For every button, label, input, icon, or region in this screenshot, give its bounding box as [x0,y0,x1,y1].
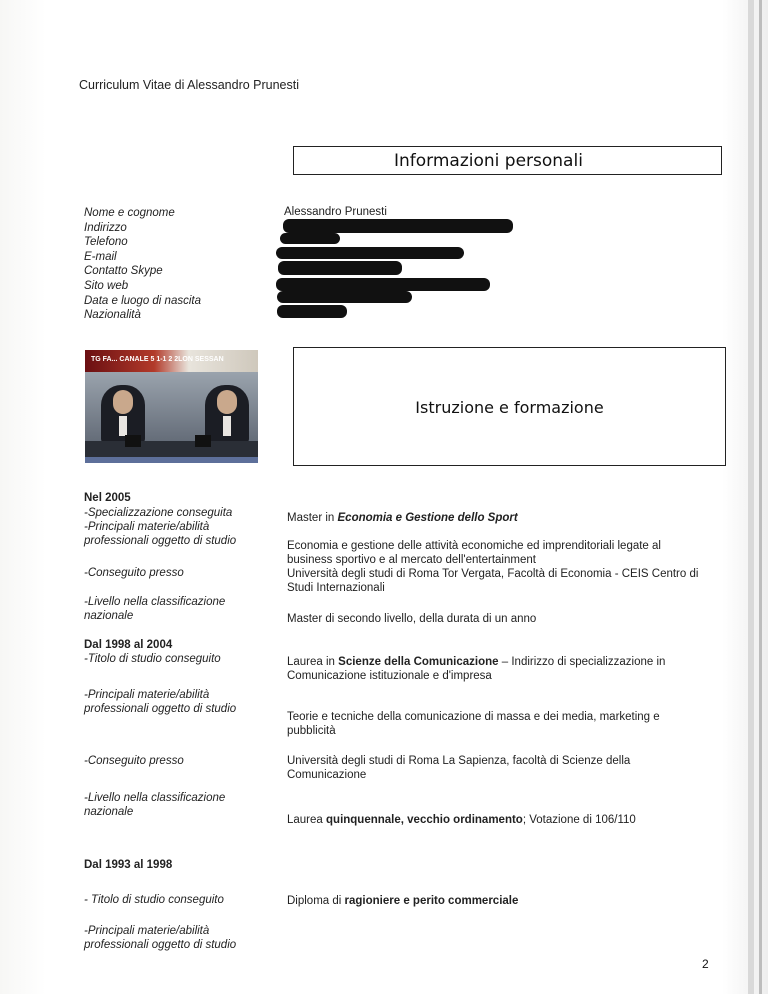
value-universita-1b: Studi Internazionali [287,582,385,594]
photo-banner-text: TG FA... CANALE 5 1-1 2 2LON SESSAN [91,356,224,363]
redaction-bar [276,278,490,291]
label-email: E-mail [84,250,117,263]
personal-info-heading: Informazioni personali [394,151,583,171]
paper-edge-shadow [759,0,762,994]
label-materie-1: -Principali materie/abilità [84,521,210,533]
label-livello-2b: nazionale [84,806,134,818]
label-skype: Contatto Skype [84,265,163,278]
personal-info-labels [84,206,201,323]
value-materie-1b: business sportivo e al mercato dell'entertainment [287,554,536,566]
photo-shirt-left [119,416,127,436]
label-name: Nome e cognome [84,207,175,219]
education-heading-box [293,347,726,466]
label-specializzazione: -Specializzazione conseguita [84,507,233,519]
education-heading: Istruzione e formazione [415,398,604,417]
photo-head-left [113,390,133,414]
document-header: Curriculum Vitae di Alessandro Prunesti [79,78,300,92]
redaction-bar [277,305,347,318]
label-website: Sito web [84,279,129,292]
label-address: Indirizzo [84,221,127,234]
value-master: Master in Economia e Gestione dello Sport [287,512,518,524]
value-livello-2: Laurea quinquennale, vecchio ordinamento; Votazione di 106/110 [287,814,636,826]
value-materie-2b: pubblicità [287,725,336,737]
label-titolo-2: -Titolo di studio conseguito [84,653,221,665]
photo-caption-strip [85,457,258,463]
label-materie-1b: professionali oggetto di studio [84,535,237,547]
page-number: 2 [702,957,709,971]
label-materie-2: -Principali materie/abilità [84,689,210,701]
value-materie-2a: Teorie e tecniche della comunicazione di massa e dei media, marketing e [287,711,660,723]
label-titolo-3: - Titolo di studio conseguito [84,894,224,906]
value-universita-1a: Università degli studi di Roma Tor Vergata, Facoltà di Economia - CEIS Centro di [287,568,699,580]
period-1993-1998: Dal 1993 al 1998 [84,859,173,871]
value-diploma: Diploma di ragioniere e perito commerciale [287,895,519,907]
label-livello-1b: nazionale [84,610,134,622]
personal-info-heading-box [293,146,722,175]
redaction-bar [276,247,464,259]
value-universita-2b: Comunicazione [287,769,367,781]
photo-microphone [195,435,211,447]
label-livello-1: -Livello nella classificazione [84,596,226,608]
photo-head-right [217,390,237,414]
label-conseguito-1: -Conseguito presso [84,567,184,579]
redaction-bar [277,291,412,303]
value-livello-1: Master di secondo livello, della durata di un anno [287,613,537,625]
redaction-bar [283,219,513,233]
period-1998-2004: Dal 1998 al 2004 [84,639,173,651]
label-materie-3: -Principali materie/abilità [84,925,210,937]
label-phone: Telefono [84,236,128,249]
label-materie-3b: professionali oggetto di studio [84,939,237,951]
label-livello-2: -Livello nella classificazione [84,792,226,804]
value-laurea: Laurea in Scienze della Comunicazione – Indirizzo di specializzazione in [287,656,666,668]
value-universita-2a: Università degli studi di Roma La Sapienza, facoltà di Scienze della [287,755,631,767]
label-birth: Data e luogo di nascita [84,294,201,307]
name-value: Alessandro Prunesti [284,206,387,218]
value-materie-1a: Economia e gestione delle attività economiche ed imprenditoriali legate al [287,540,661,552]
label-materie-2b: professionali oggetto di studio [84,703,237,715]
value-laurea-b: Comunicazione istituzionale e d'impresa [287,670,492,682]
profile-photo [85,350,258,463]
period-2005: Nel 2005 [84,492,131,504]
redaction-bar [278,261,402,275]
label-conseguito-2: -Conseguito presso [84,755,184,767]
photo-microphone [125,435,141,447]
paper-edge [748,0,754,994]
redaction-bar [280,233,340,244]
label-nationality: Nazionalità [84,309,141,322]
photo-banner [85,350,258,372]
photo-shirt-right [223,416,231,436]
